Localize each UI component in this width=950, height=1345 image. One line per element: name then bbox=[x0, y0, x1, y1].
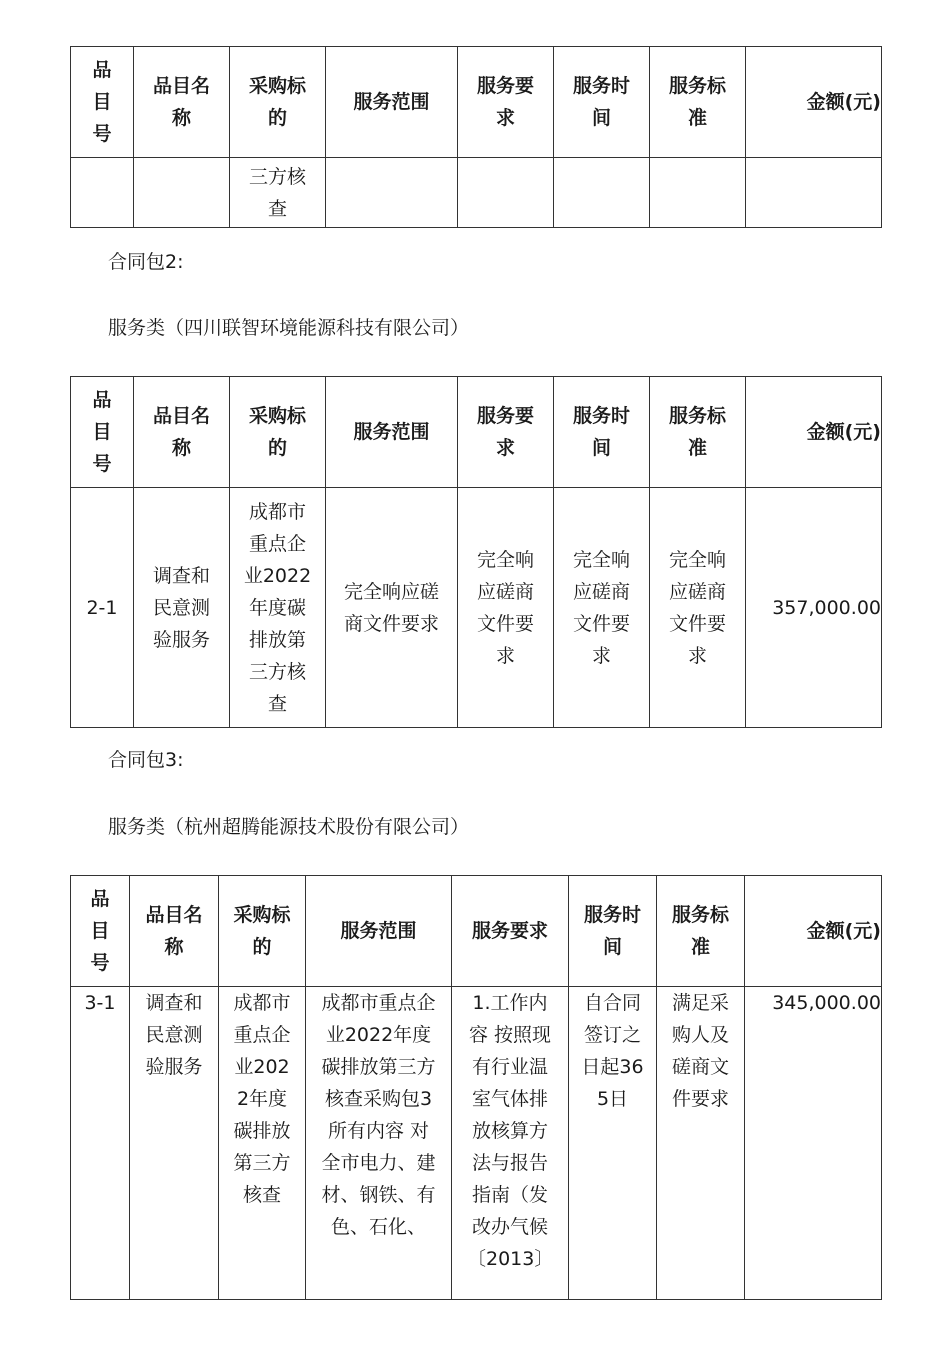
cell-time bbox=[554, 158, 650, 228]
header-item-name: 品目名称 bbox=[134, 47, 230, 158]
package-3-supplier: 服务类（杭州超腾能源技术股份有限公司） bbox=[108, 816, 470, 838]
cell-scope bbox=[326, 158, 458, 228]
header-amount: 金额(元) bbox=[746, 47, 882, 158]
header-target: 采购标的 bbox=[230, 377, 326, 488]
header-item-no: 品目号 bbox=[71, 876, 130, 987]
cell-requirement bbox=[458, 158, 554, 228]
cell-time: 完全响应磋商文件要求 bbox=[554, 488, 650, 728]
header-amount: 金额(元) bbox=[745, 876, 882, 987]
header-item-no: 品目号 bbox=[71, 377, 134, 488]
header-scope: 服务范围 bbox=[326, 47, 458, 158]
header-time: 服务时间 bbox=[569, 876, 657, 987]
header-scope: 服务范围 bbox=[326, 377, 458, 488]
table-package-1-continuation bbox=[70, 46, 882, 228]
header-amount: 金额(元) bbox=[746, 377, 882, 488]
header-requirement: 服务要求 bbox=[458, 47, 554, 158]
cell-item-no: 2-1 bbox=[71, 488, 134, 728]
cell-item-no: 3-1 bbox=[71, 987, 130, 1300]
table-package-3 bbox=[70, 875, 882, 1300]
header-target: 采购标的 bbox=[230, 47, 326, 158]
header-time: 服务时间 bbox=[554, 377, 650, 488]
header-standard: 服务标准 bbox=[657, 876, 745, 987]
cell-target: 成都市重点企业2022年度碳排放第三方核查 bbox=[219, 987, 306, 1300]
cell-scope: 完全响应磋商文件要求 bbox=[326, 488, 458, 728]
header-requirement: 服务要求 bbox=[458, 377, 554, 488]
header-scope: 服务范围 bbox=[306, 876, 452, 987]
header-requirement: 服务要求 bbox=[452, 876, 569, 987]
header-target: 采购标的 bbox=[219, 876, 306, 987]
header-time: 服务时间 bbox=[554, 47, 650, 158]
header-item-no: 品目号 bbox=[71, 47, 134, 158]
header-item-name: 品目名称 bbox=[130, 876, 219, 987]
cell-time: 自合同签订之日起365日 bbox=[569, 987, 657, 1300]
cell-standard: 满足采购人及磋商文件要求 bbox=[657, 987, 745, 1300]
cell-target: 三方核查 bbox=[230, 158, 326, 228]
cell-amount bbox=[746, 158, 882, 228]
cell-item-name bbox=[134, 158, 230, 228]
package-3-title: 合同包3: bbox=[108, 749, 184, 771]
table-row bbox=[71, 987, 882, 1300]
cell-scope: 成都市重点企业2022年度碳排放第三方核查采购包3所有内容 对全市电力、建材、钢铁、有色、石化、 bbox=[306, 987, 452, 1300]
table-row bbox=[71, 158, 882, 228]
package-2-title: 合同包2: bbox=[108, 251, 184, 273]
table-header-row bbox=[71, 377, 882, 488]
table-row bbox=[71, 488, 882, 728]
cell-amount: 357,000.00 bbox=[746, 488, 882, 728]
package-2-supplier: 服务类（四川联智环境能源科技有限公司） bbox=[108, 317, 470, 339]
cell-requirement: 1.工作内容 按照现有行业温室气体排放核算方法与报告指南（发改办气候〔2013〕 bbox=[452, 987, 569, 1300]
table-package-2 bbox=[70, 376, 882, 728]
cell-amount: 345,000.00 bbox=[745, 987, 882, 1300]
cell-target: 成都市重点企业2022年度碳排放第三方核查 bbox=[230, 488, 326, 728]
cell-item-name: 调查和民意测验服务 bbox=[134, 488, 230, 728]
header-item-name: 品目名称 bbox=[134, 377, 230, 488]
header-standard: 服务标准 bbox=[650, 47, 746, 158]
cell-requirement: 完全响应磋商文件要求 bbox=[458, 488, 554, 728]
cell-item-no bbox=[71, 158, 134, 228]
cell-standard bbox=[650, 158, 746, 228]
header-standard: 服务标准 bbox=[650, 377, 746, 488]
cell-item-name: 调查和民意测验服务 bbox=[130, 987, 219, 1300]
table-header-row bbox=[71, 47, 882, 158]
table-header-row bbox=[71, 876, 882, 987]
cell-standard: 完全响应磋商文件要求 bbox=[650, 488, 746, 728]
